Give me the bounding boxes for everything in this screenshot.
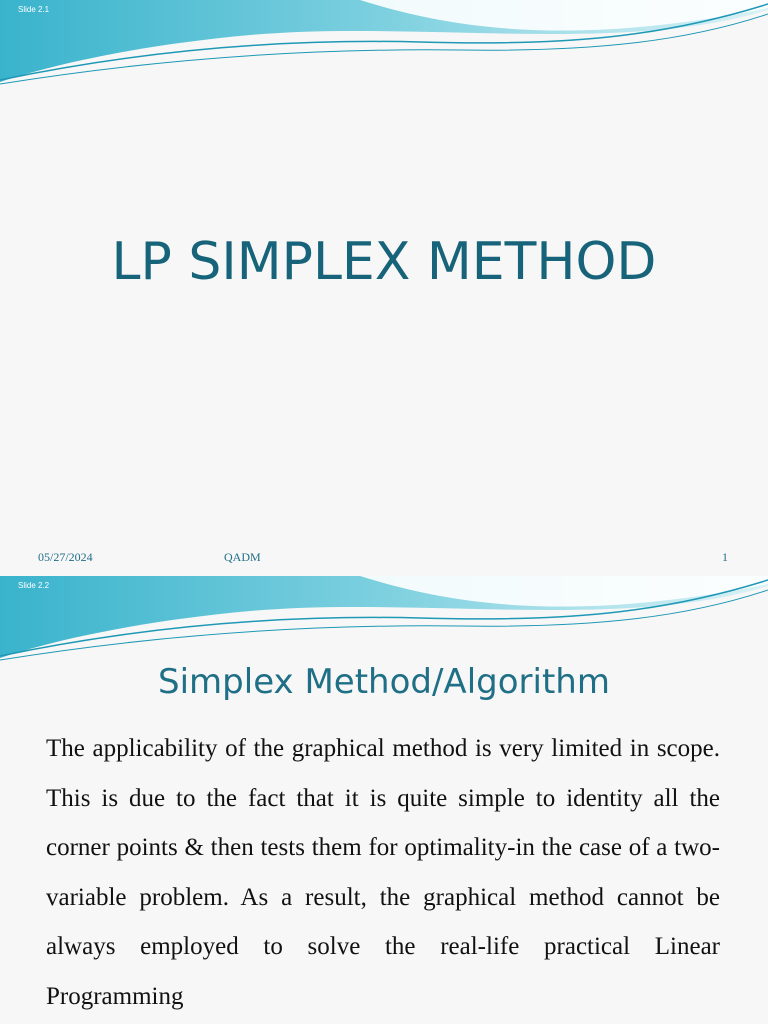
slide-2[interactable] — [0, 576, 768, 1024]
slide-body-text: The applicability of the graphical method is very limited in scope. This is due to the fact that it is quite simple to identity all the corner points & then tests them for optimality-in the case of a two-variable problem. As a result, the graphical method cannot be always employed to solve the real-life practical Linear Programming — [46, 735, 720, 1010]
footer-page-number: 1 — [722, 550, 728, 564]
footer-date: 05/27/2024 — [38, 550, 93, 564]
slide-title: Simplex Method/Algorithm — [158, 662, 610, 702]
header-wave-decoration — [0, 0, 768, 90]
slide-number-label: Slide 2.2 — [18, 581, 50, 590]
header-wave-decoration — [0, 576, 768, 666]
slide-title: LP SIMPLEX METHOD — [111, 232, 657, 292]
footer-center-text: QADM — [224, 550, 261, 564]
slide-number-label: Slide 2.1 — [18, 5, 50, 14]
